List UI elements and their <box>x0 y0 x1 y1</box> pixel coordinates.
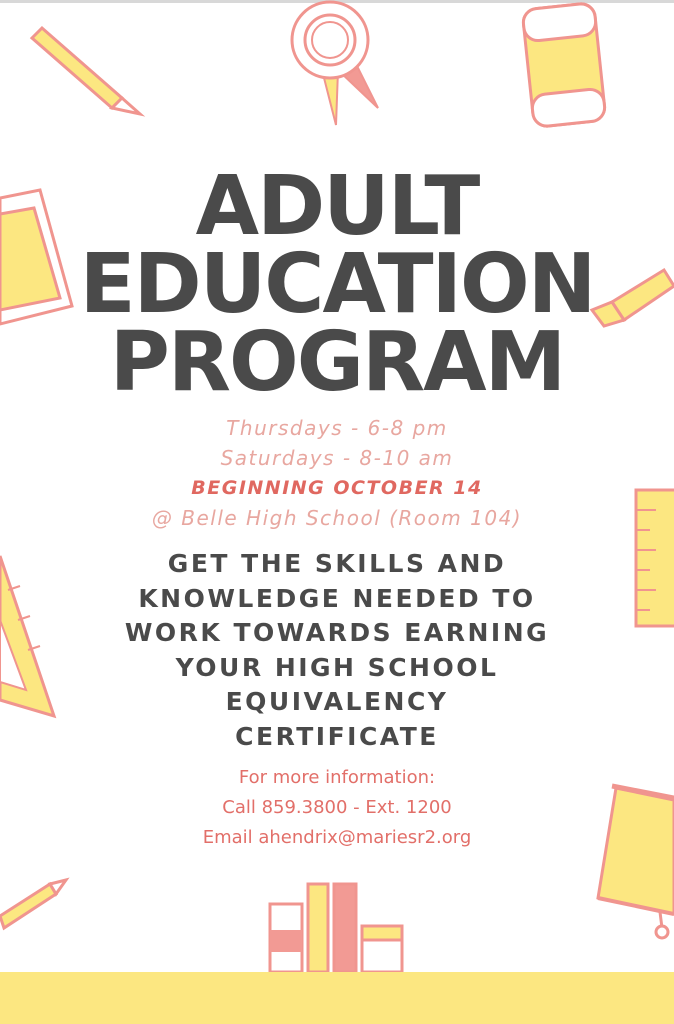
contact-email: Email ahendrix@mariesr2.org <box>202 827 472 848</box>
beginning-date: BEGINNING OCTOBER 14 <box>191 477 483 499</box>
title-line-3: PROGRAM <box>109 315 565 410</box>
pencil-icon <box>32 28 140 114</box>
title-line-2: EDUCATION <box>79 237 595 332</box>
tagline-line: EQUIVALENCY <box>225 687 449 716</box>
footer-bar <box>0 972 674 1024</box>
pencil-icon <box>0 880 66 928</box>
books-icon <box>270 884 402 972</box>
contact-heading: For more information: <box>238 767 436 788</box>
award-ribbon-icon <box>292 2 378 125</box>
title-line-1: ADULT <box>195 159 479 254</box>
contact-phone: Call 859.3800 - Ext. 1200 <box>222 797 452 818</box>
eraser-icon <box>522 3 606 128</box>
tagline-line: CERTIFICATE <box>235 722 439 751</box>
schedule-saturdays: Saturdays - 8-10 am <box>220 446 454 470</box>
tagline-line: YOUR HIGH SCHOOL <box>175 653 499 682</box>
tagline-line: KNOWLEDGE NEEDED TO <box>138 584 536 613</box>
tagline-line: WORK TOWARDS EARNING <box>124 618 550 647</box>
tagline-line: GET THE SKILLS AND <box>167 549 507 578</box>
location: @ Belle High School (Room 104) <box>151 506 523 530</box>
schedule-thursdays: Thursdays - 6-8 pm <box>226 416 448 440</box>
